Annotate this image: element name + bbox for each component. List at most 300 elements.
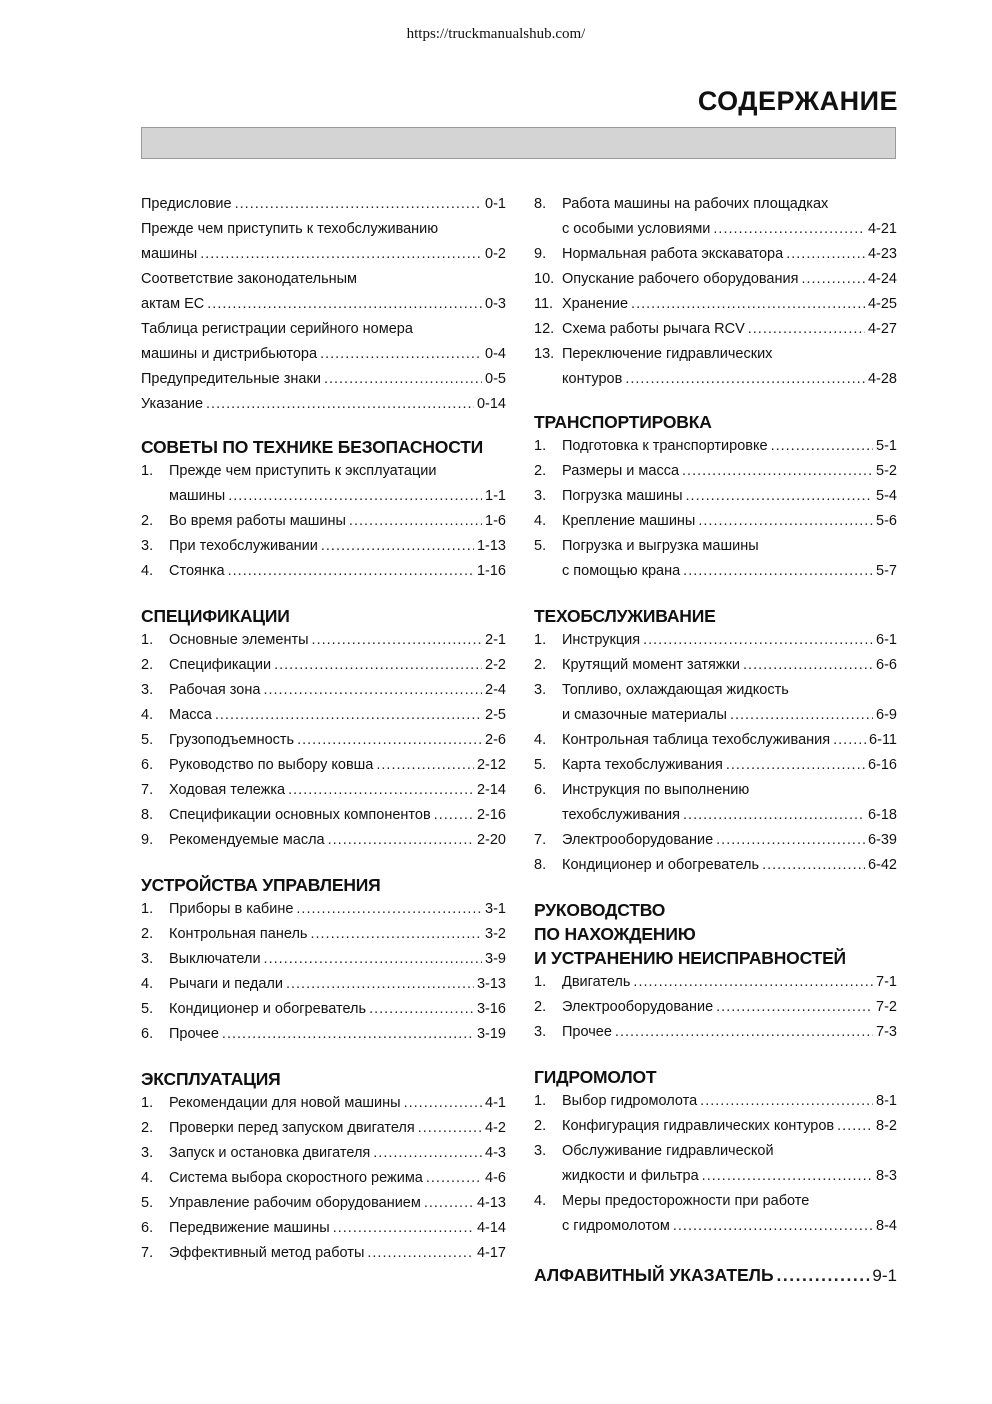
entry-title: Руководство по выбору ковша (169, 757, 374, 773)
leader-dots (324, 367, 482, 392)
entry-title: Рычаги и педали (169, 976, 283, 992)
toc-entry[interactable] (141, 678, 506, 703)
entry-page: 4-27 (867, 321, 897, 337)
leader-dots (424, 1191, 474, 1216)
entry-page: 6-9 (876, 707, 897, 723)
controls-list (141, 897, 506, 1047)
entry-number: 5. (141, 1195, 154, 1211)
entry-title: Электрооборудование (562, 832, 714, 848)
leader-dots (686, 484, 874, 509)
entry-number: 2. (141, 657, 154, 673)
entry-page: 4-17 (476, 1245, 506, 1261)
entry-page: 8-1 (876, 1093, 897, 1109)
entry-number: 4. (141, 563, 154, 579)
entry-page: 4-21 (867, 221, 897, 237)
leader-dots (367, 1241, 474, 1266)
toc-entry (141, 317, 506, 342)
section-heading-troubleshooting-line2: ПО НАХОЖДЕНИЮ (534, 924, 696, 944)
leader-dots (786, 242, 865, 267)
toc-right-column (534, 192, 897, 1289)
toc-entry[interactable] (534, 728, 897, 753)
leader-dots (702, 1164, 873, 1189)
toc-entry[interactable] (534, 628, 897, 653)
toc-entry[interactable] (141, 922, 506, 947)
leader-dots (700, 1089, 873, 1114)
entry-title: Обслуживание гидравлической (562, 1143, 774, 1159)
entry-title: Топливо, охлаждающая жидкость (562, 682, 789, 698)
toc-entry (534, 1139, 897, 1164)
entry-page: 0-2 (485, 246, 506, 262)
leader-dots (833, 728, 866, 753)
entry-title: и смазочные материалы (562, 707, 727, 723)
toc-entry[interactable] (141, 778, 506, 803)
entry-number: 3. (141, 951, 154, 967)
entry-title: Двигатель (562, 974, 631, 990)
specs-list (141, 628, 506, 853)
entry-page: 7-2 (876, 999, 897, 1015)
entry-page: 4-25 (867, 296, 897, 312)
entry-number: 4. (534, 513, 547, 529)
entry-title: машины и дистрибьютора (141, 346, 318, 362)
entry-number: 8. (534, 857, 547, 873)
entry-title: Масса (169, 707, 212, 723)
entry-page: 6-1 (876, 632, 897, 648)
leader-dots (333, 1216, 474, 1241)
toc-entry[interactable] (534, 217, 897, 242)
leader-dots (643, 628, 873, 653)
entry-title: Крутящий момент затяжки (562, 657, 741, 673)
entry-number: 9. (534, 246, 547, 262)
entry-page: 0-1 (485, 196, 506, 212)
entry-title: Прежде чем приступить к эксплуатации (169, 463, 437, 479)
entry-title: Система выбора скоростного режима (169, 1170, 423, 1186)
entry-page: 6-16 (867, 757, 897, 773)
toc-entry[interactable] (141, 367, 506, 392)
toc-entry (141, 267, 506, 292)
toc-entry[interactable] (534, 242, 897, 267)
entry-number: 4. (141, 707, 154, 723)
entry-title: Соответствие законодательным (141, 271, 358, 287)
breaker-list (534, 1089, 897, 1239)
entry-title: с помощью крана (562, 563, 681, 579)
toc-entry[interactable] (141, 192, 506, 217)
entry-title: Конфигурация гидравлических контуров (562, 1118, 835, 1134)
entry-number: 12. (534, 321, 555, 337)
leader-dots (748, 317, 865, 342)
entry-number: 13. (534, 346, 555, 362)
leader-dots (631, 292, 865, 317)
entry-title: Приборы в кабине (169, 901, 294, 917)
toc-entry[interactable] (141, 1241, 506, 1266)
toc-entry[interactable] (141, 559, 506, 584)
entry-number: 9. (141, 832, 154, 848)
toc-entry[interactable] (141, 1191, 506, 1216)
entry-title: Крепление машины (562, 513, 696, 529)
entry-number: 7. (141, 1245, 154, 1261)
entry-title: Размеры и масса (562, 463, 680, 479)
entry-title: Кондиционер и обогреватель (562, 857, 760, 873)
leader-dots (418, 1116, 482, 1141)
entry-title: Выбор гидромолота (562, 1093, 698, 1109)
entry-number: 1. (141, 901, 154, 917)
toc-left-column (141, 192, 506, 1266)
index-page: 9-1 (872, 1266, 897, 1285)
entry-title: Прочее (169, 1026, 219, 1042)
leader-dots (771, 434, 873, 459)
troubleshooting-list (534, 970, 897, 1045)
entry-number: 3. (534, 1024, 547, 1040)
entry-page: 8-4 (876, 1218, 897, 1234)
entry-title: Инструкция по выполнению (562, 782, 750, 798)
section-heading-maintenance: ТЕХОБСЛУЖИВАНИЕ (534, 606, 716, 626)
section-heading-troubleshooting-line3: И УСТРАНЕНИЮ НЕИСПРАВНОСТЕЙ (534, 948, 846, 968)
entry-title: Погрузка машины (562, 488, 683, 504)
entry-title: Кондиционер и обогреватель (169, 1001, 367, 1017)
entry-page: 2-4 (485, 682, 506, 698)
entry-title: Рекомендации для новой машины (169, 1095, 401, 1111)
entry-page: 3-9 (485, 951, 506, 967)
toc-entry[interactable] (534, 459, 897, 484)
toc-entry (534, 778, 897, 803)
leader-dots (673, 1214, 873, 1239)
entry-number: 11. (534, 296, 554, 312)
entry-title: Контрольная панель (169, 926, 308, 942)
toc-entry[interactable] (141, 1166, 506, 1191)
entry-title: Передвижение машины (169, 1220, 330, 1236)
toc-entry[interactable] (141, 1022, 506, 1047)
toc-entry (141, 217, 506, 242)
toc-entry[interactable] (534, 703, 897, 728)
toc-entry[interactable] (141, 653, 506, 678)
toc-entry (534, 678, 897, 703)
leader-dots (726, 753, 865, 778)
entry-number: 2. (534, 463, 547, 479)
entry-page: 1-6 (485, 513, 506, 529)
entry-title: Прочее (562, 1024, 612, 1040)
toc-entry[interactable] (534, 267, 897, 292)
toc-entry[interactable] (141, 242, 506, 267)
toc-entry[interactable] (141, 947, 506, 972)
leader-dots (683, 803, 865, 828)
toc-entry[interactable] (534, 434, 897, 459)
toc-entry[interactable] (141, 392, 506, 417)
entry-number: 1. (141, 632, 154, 648)
entry-number: 3. (141, 538, 154, 554)
entry-number: 1. (534, 974, 547, 990)
entry-page: 2-14 (476, 782, 506, 798)
entry-page: 3-19 (476, 1026, 506, 1042)
leader-dots (312, 628, 482, 653)
section-heading-breaker: ГИДРОМОЛОТ (534, 1067, 657, 1087)
leader-dots (682, 459, 873, 484)
entry-title: Проверки перед запуском двигателя (169, 1120, 415, 1136)
entry-page: 5-2 (876, 463, 897, 479)
toc-entry[interactable] (534, 1214, 897, 1239)
toc-entry[interactable] (141, 828, 506, 853)
leader-dots (683, 559, 873, 584)
toc-entry (141, 459, 506, 484)
operation-continued-list (534, 192, 897, 392)
leader-dots (263, 678, 482, 703)
entry-title: Переключение гидравлических (562, 346, 773, 362)
entry-title: Электрооборудование (562, 999, 714, 1015)
entry-number: 3. (141, 1145, 154, 1161)
entry-number: 8. (141, 807, 154, 823)
entry-number: 10. (534, 271, 555, 287)
entry-page: 5-4 (876, 488, 897, 504)
entry-title: Во время работы машины (169, 513, 346, 529)
entry-page: 2-2 (485, 657, 506, 673)
source-url[interactable]: https://truckmanualshub.com/ (406, 26, 586, 42)
entry-number: 6. (141, 1026, 154, 1042)
entry-page: 3-13 (476, 976, 506, 992)
entry-title: Погрузка и выгрузка машины (562, 538, 759, 554)
entry-title: Нормальная работа экскаватора (562, 246, 784, 262)
toc-entry[interactable] (534, 317, 897, 342)
entry-title: Ходовая тележка (169, 782, 286, 798)
entry-page: 8-3 (876, 1168, 897, 1184)
entry-title: Инструкция (562, 632, 641, 648)
leader-dots (434, 803, 474, 828)
leader-dots (716, 995, 873, 1020)
entry-page: 1-1 (485, 488, 506, 504)
toc-entry[interactable] (141, 628, 506, 653)
section-heading-troubleshooting-line1: РУКОВОДСТВО (534, 900, 666, 920)
entry-number: 1. (534, 1093, 547, 1109)
leader-dots (615, 1020, 873, 1045)
entry-title: Прежде чем приступить к техобслуживанию (141, 221, 439, 237)
toc-entry[interactable] (534, 753, 897, 778)
leader-dots (633, 970, 873, 995)
entry-title: Спецификации (169, 657, 272, 673)
toc-entry[interactable] (141, 1216, 506, 1241)
entry-page: 4-6 (485, 1170, 506, 1186)
leader-dots (264, 947, 482, 972)
entry-page: 4-14 (476, 1220, 506, 1236)
toc-entry[interactable] (141, 703, 506, 728)
leader-dots (376, 753, 474, 778)
leader-dots (222, 1022, 474, 1047)
entry-page: 4-2 (485, 1120, 506, 1136)
toc-entry[interactable] (534, 970, 897, 995)
entry-page: 6-18 (867, 807, 897, 823)
toc-entry (534, 192, 897, 217)
entry-title: Схема работы рычага RCV (562, 321, 745, 337)
leader-dots (349, 509, 482, 534)
toc-entry[interactable] (534, 484, 897, 509)
toc-entry[interactable] (534, 1089, 897, 1114)
leader-dots (296, 897, 482, 922)
leader-dots (698, 509, 873, 534)
entry-title: Рекомендуемые масла (169, 832, 325, 848)
entry-page: 3-2 (485, 926, 506, 942)
title-bar (141, 127, 896, 159)
leader-dots (801, 267, 865, 292)
entry-page: 7-1 (876, 974, 897, 990)
entry-page: 2-12 (476, 757, 506, 773)
leader-dots (228, 484, 482, 509)
entry-number: 4. (141, 976, 154, 992)
toc-entry[interactable] (534, 828, 897, 853)
toc-entry[interactable] (141, 534, 506, 559)
toc-entry[interactable] (141, 342, 506, 367)
entry-number: 7. (534, 832, 547, 848)
entry-page: 5-1 (876, 438, 897, 454)
entry-page: 5-7 (876, 563, 897, 579)
entry-page: 4-28 (867, 371, 897, 387)
operation-list (141, 1091, 506, 1266)
leader-dots (286, 972, 474, 997)
toc-entry[interactable] (141, 1141, 506, 1166)
entry-title: Хранение (562, 296, 629, 312)
toc-entry[interactable] (534, 803, 897, 828)
toc-entry[interactable] (141, 292, 506, 317)
entry-number: 6. (141, 1220, 154, 1236)
toc-entry[interactable] (141, 997, 506, 1022)
entry-page: 0-14 (476, 396, 506, 412)
entry-title: техобслуживания (562, 807, 681, 823)
entry-number: 5. (141, 1001, 154, 1017)
entry-number: 1. (141, 463, 154, 479)
entry-page: 2-5 (485, 707, 506, 723)
toc-entry[interactable] (534, 292, 897, 317)
entry-number: 1. (534, 632, 547, 648)
entry-title: актам ЕС (141, 296, 205, 312)
entry-number: 1. (534, 438, 547, 454)
entry-title: с гидромолотом (562, 1218, 670, 1234)
entry-title: Стоянка (169, 563, 225, 579)
entry-number: 5. (534, 757, 547, 773)
toc-entry[interactable] (534, 509, 897, 534)
entry-page: 3-1 (485, 901, 506, 917)
entry-title: Работа машины на рабочих площадках (562, 196, 829, 212)
entry-number: 4. (141, 1170, 154, 1186)
leader-dots (297, 728, 482, 753)
entry-number: 4. (534, 732, 547, 748)
entry-page: 3-16 (476, 1001, 506, 1017)
entry-title: Рабочая зона (169, 682, 261, 698)
entry-page: 1-13 (476, 538, 506, 554)
entry-number: 3. (534, 1143, 547, 1159)
toc-entry[interactable] (141, 803, 506, 828)
leader-dots (200, 242, 482, 267)
entry-number: 2. (534, 1118, 547, 1134)
toc-entry (534, 534, 897, 559)
entry-page: 4-1 (485, 1095, 506, 1111)
toc-entry[interactable] (141, 753, 506, 778)
entry-title: Основные элементы (169, 632, 309, 648)
leader-dots (404, 1091, 482, 1116)
entry-title: Предупредительные знаки (141, 371, 321, 387)
entry-page: 0-4 (485, 346, 506, 362)
leader-dots (321, 534, 474, 559)
toc-entry[interactable] (534, 367, 897, 392)
entry-title: машины (169, 488, 226, 504)
entry-title: Предисловие (141, 196, 232, 212)
leader-dots (320, 342, 482, 367)
leader-dots (215, 703, 482, 728)
leader-dots (713, 217, 865, 242)
transport-list (534, 434, 897, 584)
leader-dots (369, 997, 474, 1022)
entry-title: Спецификации основных компонентов (169, 807, 431, 823)
entry-title: Грузоподъемность (169, 732, 295, 748)
toc-entry[interactable] (534, 1164, 897, 1189)
entry-number: 8. (534, 196, 547, 212)
entry-number: 3. (141, 682, 154, 698)
toc-entry[interactable] (141, 897, 506, 922)
leader-dots (328, 828, 474, 853)
entry-number: 7. (141, 782, 154, 798)
entry-page: 0-3 (485, 296, 506, 312)
toc-entry[interactable] (141, 484, 506, 509)
entry-page: 2-16 (476, 807, 506, 823)
toc-entry[interactable] (534, 653, 897, 678)
entry-number: 2. (141, 513, 154, 529)
toc-entry[interactable] (141, 728, 506, 753)
section-heading-transport: ТРАНСПОРТИРОВКА (534, 412, 712, 432)
entry-page: 0-5 (485, 371, 506, 387)
entry-number: 3. (534, 488, 547, 504)
toc-entry[interactable] (534, 1114, 897, 1139)
toc-entry (534, 1189, 897, 1214)
entry-number: 6. (141, 757, 154, 773)
entry-number: 2. (141, 1120, 154, 1136)
safety-list (141, 459, 506, 584)
toc-entry-index[interactable] (534, 1261, 897, 1289)
toc-entry[interactable] (534, 1020, 897, 1045)
entry-title: Выключатели (169, 951, 261, 967)
entry-title: Запуск и остановка двигателя (169, 1145, 371, 1161)
leader-dots (373, 1141, 482, 1166)
entry-page: 7-3 (876, 1024, 897, 1040)
entry-title: Меры предосторожности при работе (562, 1193, 810, 1209)
section-heading-specs: СПЕЦИФИКАЦИИ (141, 606, 290, 626)
toc-entry[interactable] (141, 1091, 506, 1116)
entry-page: 4-24 (867, 271, 897, 287)
index-label: АЛФАВИТНЫЙ УКАЗАТЕЛЬ (534, 1265, 774, 1285)
entry-title: жидкости и фильтра (562, 1168, 699, 1184)
toc-entry (534, 342, 897, 367)
toc-entry[interactable] (534, 995, 897, 1020)
entry-page: 4-13 (476, 1195, 506, 1211)
entry-title: с особыми условиями (562, 221, 711, 237)
entry-title: машины (141, 246, 198, 262)
toc-entry[interactable] (141, 509, 506, 534)
entry-page: 4-23 (867, 246, 897, 262)
entry-number: 2. (534, 657, 547, 673)
leader-dots (206, 392, 474, 417)
entry-page: 5-6 (876, 513, 897, 529)
leader-dots (310, 922, 482, 947)
entry-number: 6. (534, 782, 547, 798)
entry-title: Таблица регистрации серийного номера (141, 321, 413, 337)
leader-dots (288, 778, 474, 803)
entry-page: 1-16 (476, 563, 506, 579)
entry-title: Указание (141, 396, 204, 412)
leader-dots (743, 653, 873, 678)
entry-title: При техобслуживании (169, 538, 318, 554)
leader-dots (274, 653, 482, 678)
leader-dots (716, 828, 865, 853)
entry-page: 2-6 (485, 732, 506, 748)
section-heading-operation: ЭКСПЛУАТАЦИЯ (141, 1069, 281, 1089)
section-heading-safety: СОВЕТЫ ПО ТЕХНИКЕ БЕЗОПАСНОСТИ (141, 437, 484, 457)
toc-entry[interactable] (141, 1116, 506, 1141)
toc-entry[interactable] (534, 853, 897, 878)
toc-entry[interactable] (141, 972, 506, 997)
toc-entry[interactable] (534, 559, 897, 584)
